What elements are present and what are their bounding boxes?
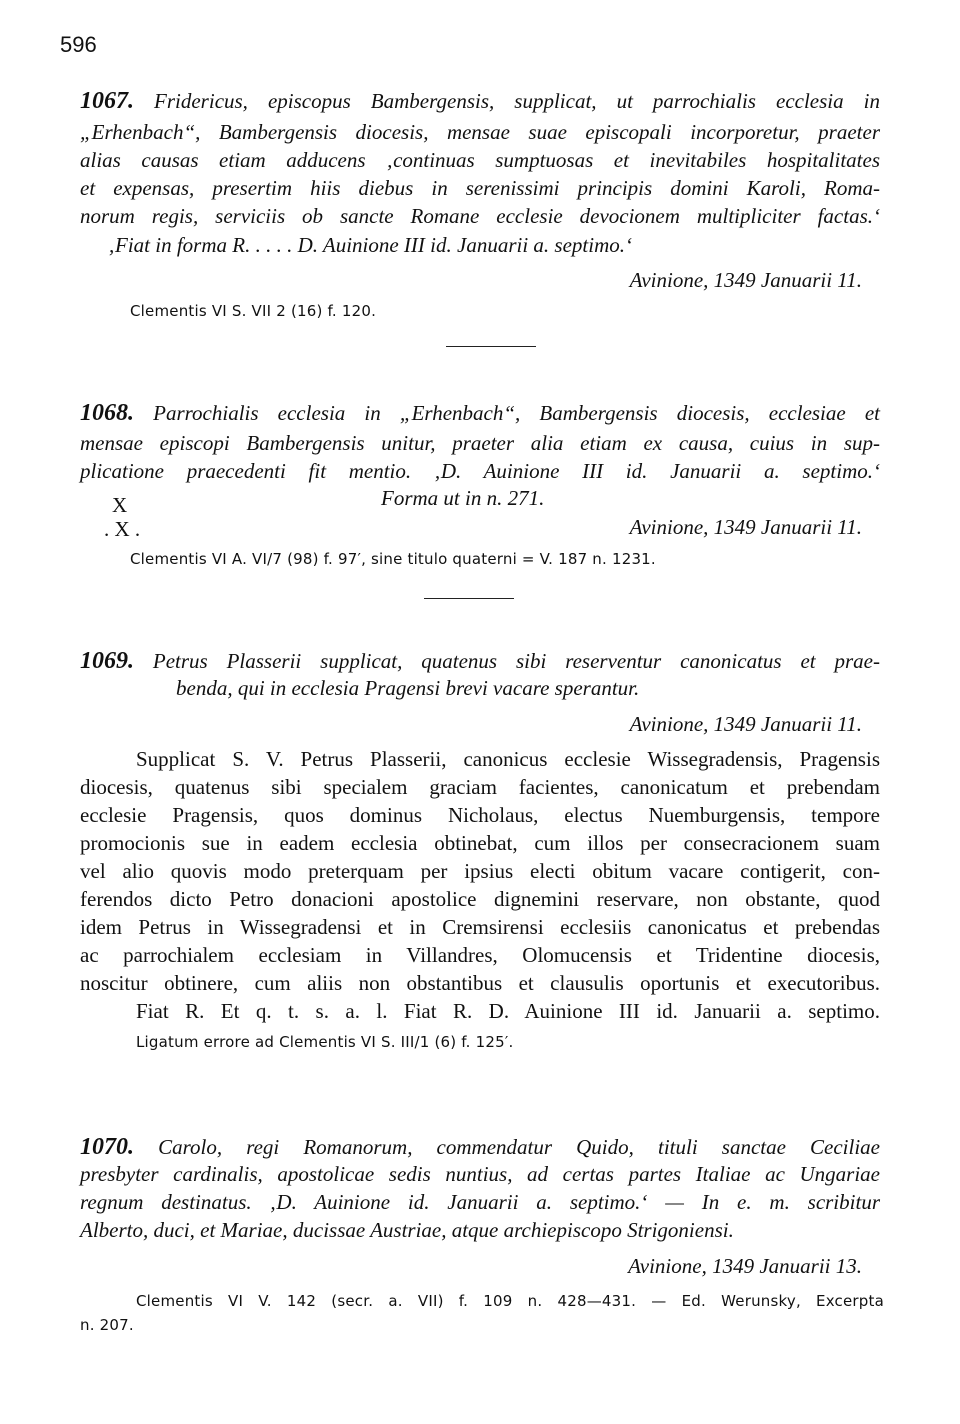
regest-line: et expensas, presertim hiis diebus in serenissimi principis domini Karoli, Roma- [80, 176, 880, 200]
page-number: 596 [60, 32, 97, 57]
mark: X [112, 493, 128, 517]
date-line: Avinione, 1349 Januarii 11. [629, 268, 862, 292]
regest-text: Parrochialis ecclesia in „Erhenbach“, Bambergensis diocesis, ecclesiae et [153, 401, 881, 425]
supplication-line: idem Petrus in Wissegradensi et in Cremsirensi ecclesiis canonicatus et prebendas [80, 915, 880, 939]
regest-line: alias causas etiam adducens ‚continuas sumptuosas et inevitabiles hospitalitates [80, 148, 880, 172]
date-line: Avinione, 1349 Januarii 11. [629, 515, 862, 539]
regest-line: „Erhenbach“, Bambergensis diocesis, mensae suae episcopali incorporetur, praeter [80, 120, 880, 144]
date-line: Avinione, 1349 Januarii 11. [629, 712, 862, 736]
regest-text: Fridericus, episcopus Bambergensis, supplicat, ut parrochialis ecclesia in [154, 89, 880, 113]
supplication-line: Fiat R. Et q. t. s. a. l. Fiat R. D. Auinione III id. Januarii a. septimo. [136, 999, 880, 1023]
regest-line: norum regis, serviciis ob sancte Romane ecclesie devocionem multipliciter factas.‘ [80, 204, 880, 228]
supplication-line: vel alio quovis modo preterquam per ipsius electi obitum vacare contigerit, con- [80, 859, 880, 883]
entry-heading-line [80, 88, 880, 115]
supplication-line: promocionis sue in eadem ecclesia obtinebat, cum illos per consecracionem suam [80, 831, 880, 855]
regest-line: Alberto, duci, et Mariae, ducissae Austriae, atque archiepiscopo Strigoniensi. [80, 1218, 734, 1242]
source-citation: Clementis VI A. VI/7 (98) f. 97′, sine titulo quaterni = V. 187 n. 1231. [130, 550, 656, 568]
forma-note: Forma ut in n. 271. [381, 486, 545, 510]
regest-line: ‚Fiat in forma R. . . . . D. Auinione III id. Januarii a. septimo.‘ [108, 233, 632, 257]
supplication-line: ecclesie Pragensis, quos dominus Nicholaus, electus Nuemburgensis, tempore [80, 803, 880, 827]
source-citation: Ligatum errore ad Clementis VI S. III/1 (6) f. 125′. [136, 1033, 514, 1051]
supplication-line: diocesis, quatenus sibi specialem graciam facientes, canonicatum et prebendam [80, 775, 880, 799]
regest-line: plicatione praecedenti fit mentio. ‚D. Auinione III id. Januarii a. septimo.‘ [80, 459, 880, 483]
regest-text: Carolo, regi Romanorum, commendatur Quido, tituli sanctae Ceciliae [158, 1135, 880, 1159]
regest-line: regnum destinatus. ‚D. Auinione id. Januarii a. septimo.‘ — In e. m. scribitur [80, 1190, 880, 1214]
entry-number: 1068. [80, 400, 134, 426]
supplication-line: ferendos dicto Petro donacioni apostolice dignemini reservare, non obstante, quod [80, 887, 880, 911]
source-citation: Clementis VI V. 142 (secr. a. VII) f. 109 n. 428—431. — Ed. Werunsky, Excerpta [136, 1292, 884, 1310]
entry-heading-line [80, 400, 880, 427]
entry-heading-line [80, 1134, 880, 1161]
regest-text: Petrus Plasserii supplicat, quatenus sibi reserventur canonicatus et prae- [152, 649, 880, 673]
supplication-line: ac parrochialem ecclesiam in Villandres, Olomucensis et Tridentine diocesis, [80, 943, 880, 967]
source-citation: Clementis VI S. VII 2 (16) f. 120. [130, 302, 377, 320]
regest-line: presbyter cardinalis, apostolicae sedis nuntius, ad certas partes Italiae ac Ungariae [80, 1162, 880, 1186]
entry-heading-line [80, 648, 880, 675]
separator-rule [424, 598, 514, 599]
supplication-line: noscitur obtinere, cum aliis non obstantibus et clausulis oportunis et executoribus. [80, 971, 880, 995]
regest-line: benda, qui in ecclesia Pragensi brevi vacare sperantur. [176, 676, 640, 700]
entry-number: 1070. [80, 1134, 134, 1160]
regest-line: mensae episcopi Bambergensis unitur, praeter alia etiam ex causa, cuius in sup- [80, 431, 880, 455]
entry-number: 1069. [80, 648, 134, 674]
entry-number: 1067. [80, 88, 134, 114]
supplication-line: Supplicat S. V. Petrus Plasserii, canonicus ecclesie Wissegradensis, Pragensis [136, 747, 880, 771]
date-line: Avinione, 1349 Januarii 13. [628, 1254, 862, 1278]
separator-rule [446, 346, 536, 347]
source-citation: n. 207. [80, 1316, 134, 1334]
mark: . X . [104, 517, 141, 541]
